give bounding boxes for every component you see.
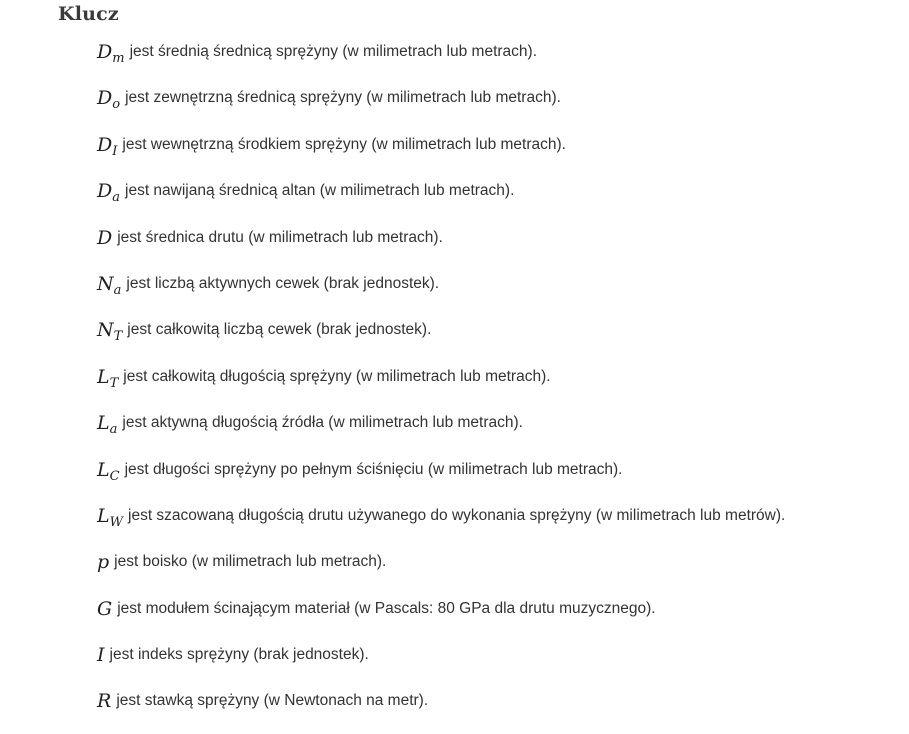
definition: jest szacowaną długością drutu używanego do wykonania sprężyny (w milimetrach lub metrów). bbox=[128, 506, 786, 524]
definition: jest stawką sprężyny (w Newtonach na metr). bbox=[116, 692, 429, 710]
definition: jest liczbą aktywnych cewek (brak jednostek). bbox=[126, 274, 440, 292]
key-item-la bbox=[97, 409, 785, 455]
symbol: $D_o$ bbox=[97, 87, 121, 113]
key-item-r bbox=[97, 687, 785, 733]
key-heading: Klucz bbox=[58, 3, 119, 25]
symbol: I bbox=[97, 644, 105, 667]
symbol: $L_a$ bbox=[97, 412, 118, 438]
symbol: $D_I$ bbox=[97, 133, 118, 159]
symbol: D bbox=[97, 226, 113, 249]
symbol: $D_a$ bbox=[97, 180, 120, 206]
key-item-nt bbox=[97, 316, 785, 362]
definition: jest całkowitą długością sprężyny (w milimetrach lub metrach). bbox=[123, 367, 551, 385]
definition: jest boisko (w milimetrach lub metrach). bbox=[114, 553, 387, 571]
symbol: R bbox=[97, 690, 112, 713]
key-item-lw bbox=[97, 502, 785, 548]
definition: jest indeks sprężyny (brak jednostek). bbox=[109, 646, 369, 664]
key-item-i bbox=[97, 641, 785, 687]
key-item-lc bbox=[97, 456, 785, 502]
definition: jest długości sprężyny po pełnym ściśnięciu (w milimetrach lub metrach). bbox=[124, 460, 623, 478]
key-list bbox=[97, 38, 785, 734]
key-item-d bbox=[97, 224, 785, 270]
key-item-g bbox=[97, 595, 785, 641]
key-item-lt bbox=[97, 363, 785, 409]
definition: jest całkowitą liczbą cewek (brak jednostek). bbox=[127, 321, 432, 339]
key-item-da bbox=[97, 177, 785, 223]
definition: jest aktywną długością źródła (w milimetrach lub metrach). bbox=[122, 414, 523, 432]
definition: jest średnica drutu (w milimetrach lub metrach). bbox=[117, 228, 443, 246]
key-item-p bbox=[97, 548, 785, 594]
symbol: $D_m$ bbox=[97, 41, 125, 66]
symbol: $L_C$ bbox=[97, 458, 120, 484]
key-item-do bbox=[97, 84, 785, 130]
definition: jest modułem ścinającym materiał (w Pascals: 80 GPa dla drutu muzycznego). bbox=[117, 599, 656, 617]
key-item-na bbox=[97, 270, 785, 316]
symbol: G bbox=[97, 597, 113, 620]
key-item-di bbox=[97, 131, 785, 177]
definition: jest nawijaną średnicą altan (w milimetrach lub metrach). bbox=[125, 182, 515, 200]
symbol: p bbox=[97, 551, 110, 574]
symbol: $N_T$ bbox=[97, 319, 123, 345]
symbol: $L_W$ bbox=[97, 504, 123, 530]
symbol: $N_a$ bbox=[97, 272, 122, 298]
symbol: $L_T$ bbox=[97, 365, 119, 391]
definition: jest zewnętrzną średnicą sprężyny (w milimetrach lub metrach). bbox=[125, 89, 561, 107]
definition: jest wewnętrzną środkiem sprężyny (w milimetrach lub metrach). bbox=[122, 135, 566, 153]
key-item-dm bbox=[97, 38, 785, 84]
definition: jest średnią średnicą sprężyny (w milimetrach lub metrach). bbox=[129, 43, 538, 60]
